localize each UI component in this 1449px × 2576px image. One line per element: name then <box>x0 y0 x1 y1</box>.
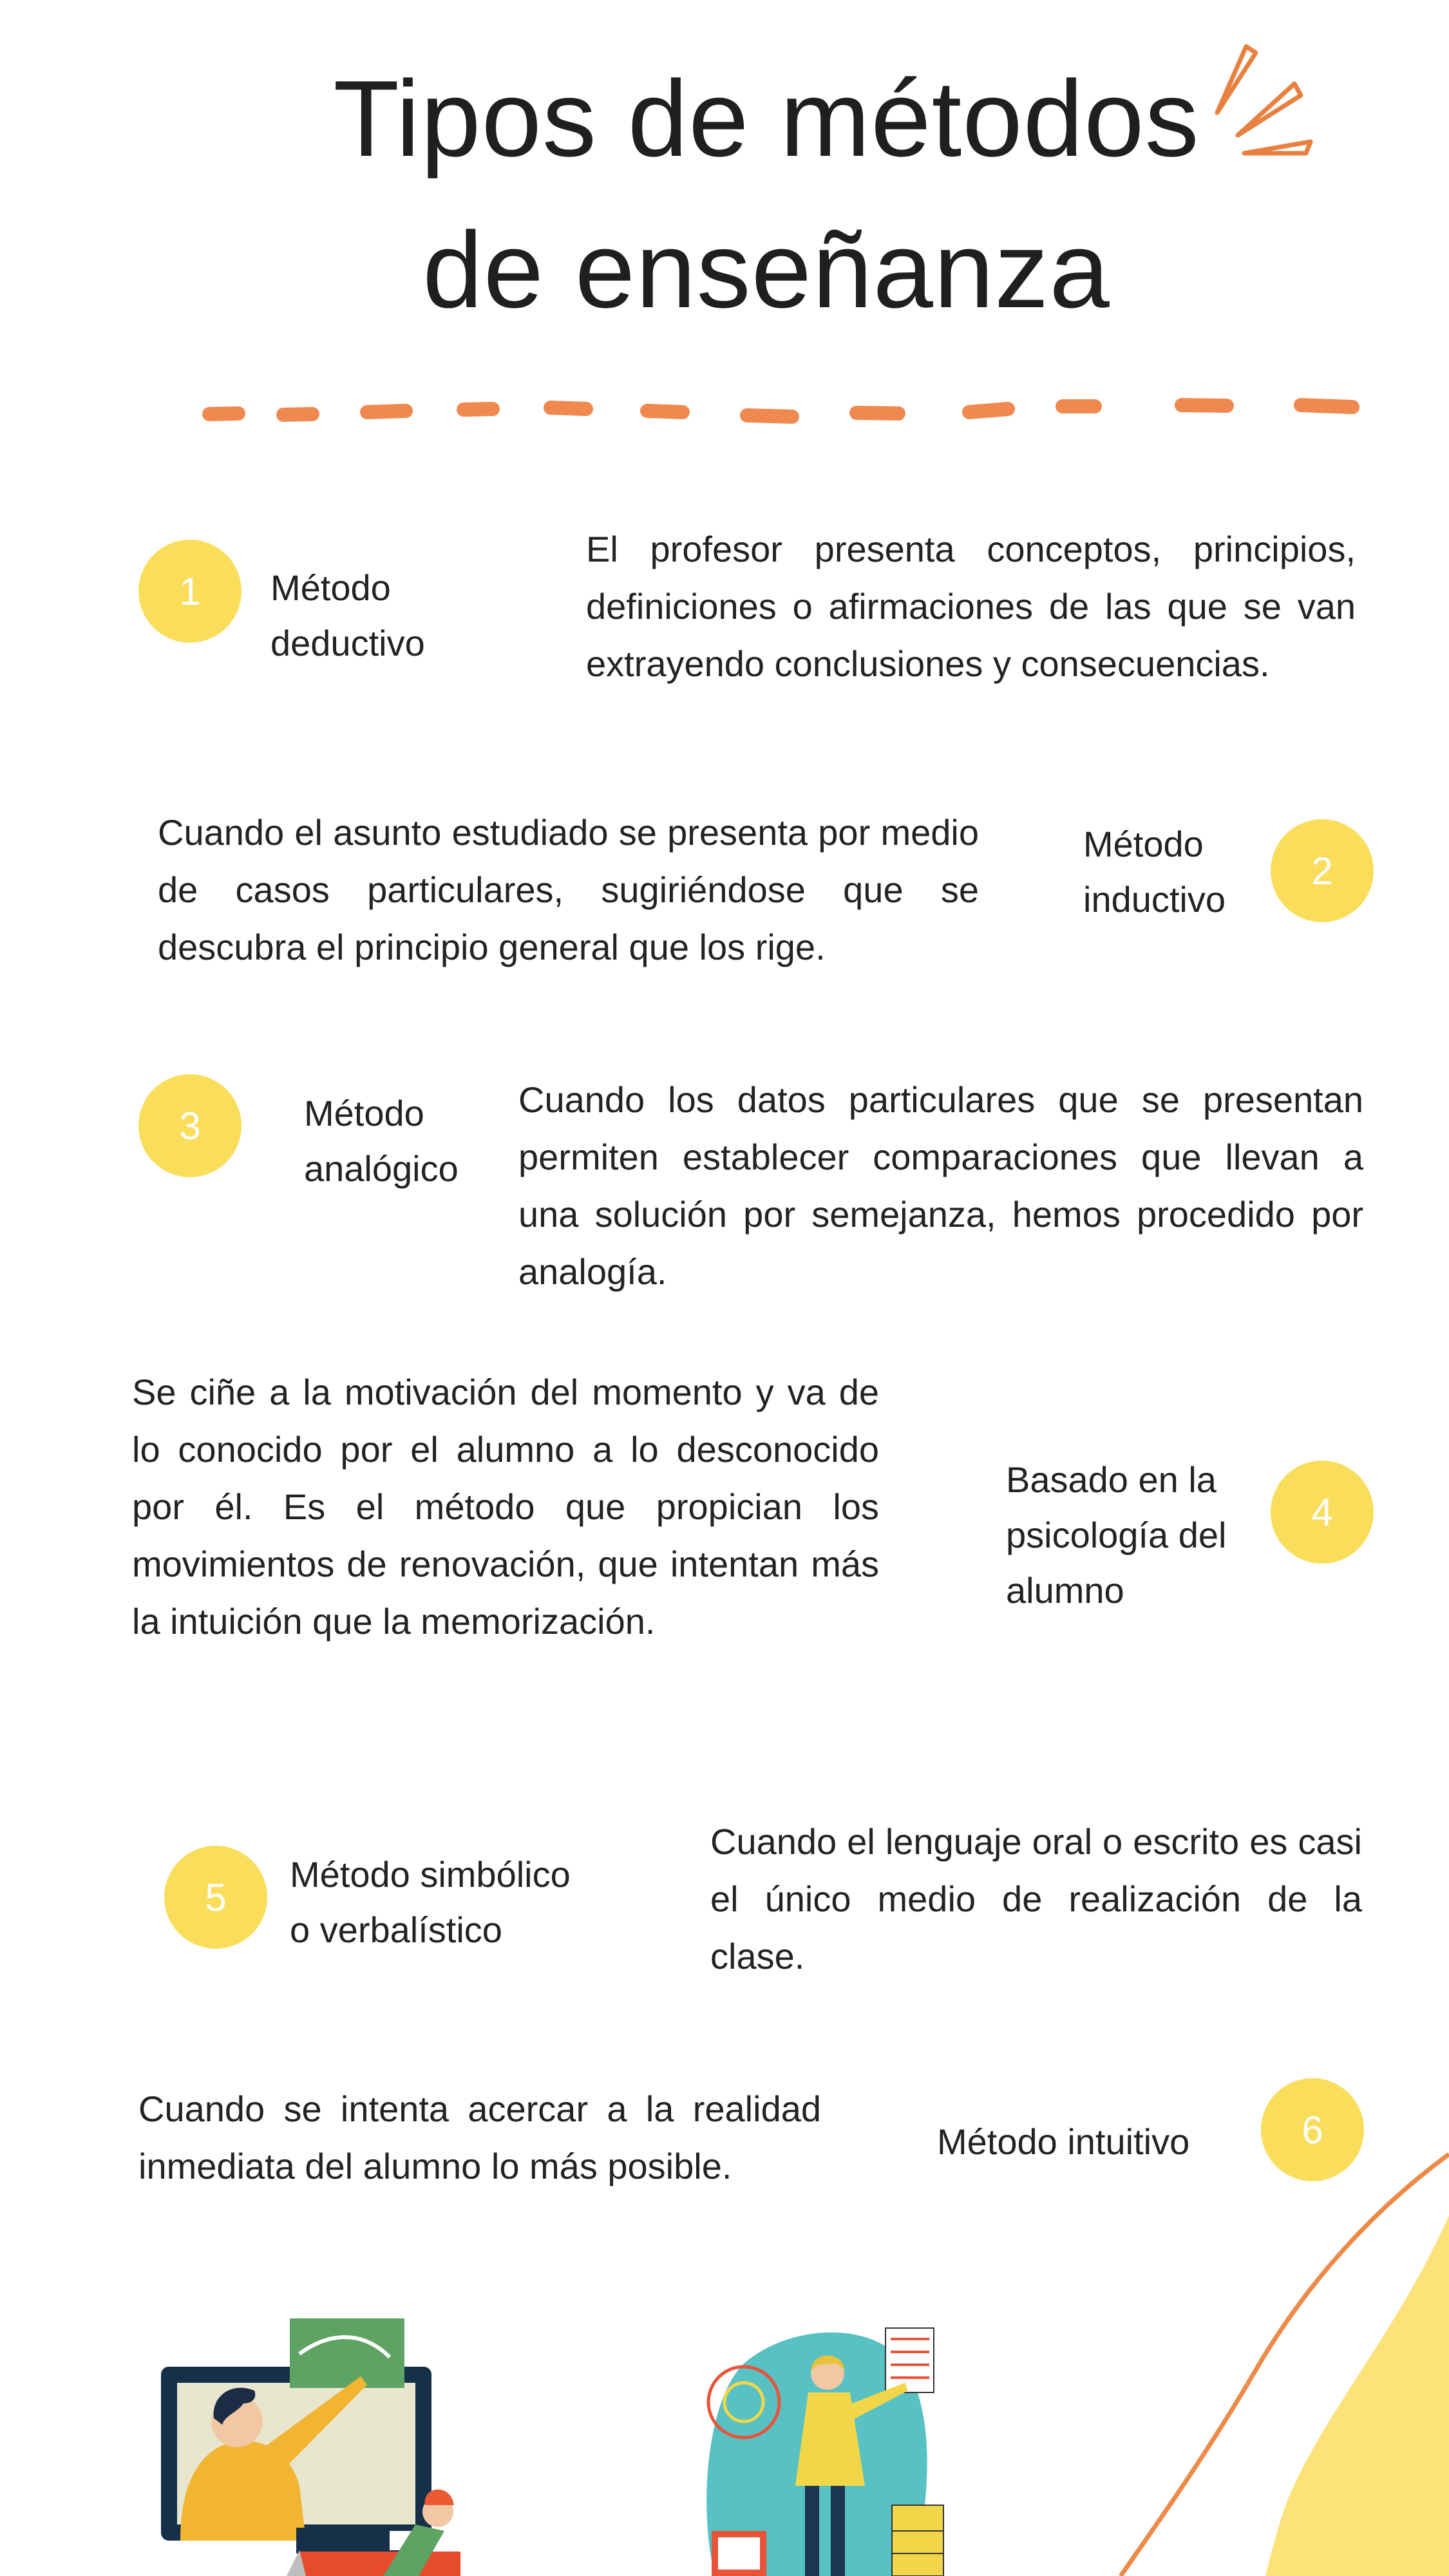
method-description: Cuando el asunto estudiado se presenta por medio de casos particulares, sugiriéndose que se descubra el principio general que los rige. <box>158 812 979 967</box>
method-name: Método deductivo <box>270 567 425 663</box>
method-description: Se ciñe a la motivación del momento y va de lo conocido por el alumno a lo desconocido por él. Es el método que propician los movimientos de renovación, que intentan más la intuición que la memorización. <box>132 1372 879 1642</box>
teacher-classroom-illustration <box>699 2318 969 2576</box>
dashed-divider <box>193 386 1372 425</box>
method-name: Método intuitivo <box>937 2121 1190 2162</box>
method-number-circle: 1 <box>138 540 242 643</box>
page-title-line1: Tipos de métodos <box>333 58 1200 179</box>
method-name: Método inductivo <box>1083 824 1226 920</box>
method-name: Método simbólico o verbalístico <box>290 1854 571 1950</box>
decorative-wave <box>1095 2138 1449 2576</box>
method-name: Método analógico <box>304 1093 459 1189</box>
method-number-circle: 5 <box>164 1846 267 1949</box>
method-description: Cuando se intenta acercar a la realidad inmediata del alumno lo más posible. <box>138 2088 821 2186</box>
method-description: Cuando los datos particulares que se presentan permiten establecer comparaciones que llevan a una solución por semejanza, hemos procedido por analogía. <box>518 1079 1363 1292</box>
method-number-circle: 2 <box>1271 819 1374 922</box>
method-number-circle: 4 <box>1271 1461 1374 1564</box>
teacher-online-illustration <box>161 2318 522 2576</box>
method-description: El profesor presenta conceptos, principios, definiciones o afirmaciones de las que se van extrayendo conclusiones y consecuencias. <box>586 529 1356 684</box>
method-name: Basado en la psicología del alumno <box>1006 1459 1227 1611</box>
method-description: Cuando el lenguaje oral o escrito es casi el único medio de realización de la clase. <box>710 1821 1362 1976</box>
method-number-circle: 3 <box>138 1074 242 1177</box>
sparkle-accent-icon <box>1211 39 1327 167</box>
method-number-circle: 6 <box>1261 2078 1364 2181</box>
page-title-line2: de enseñanza <box>422 209 1110 330</box>
